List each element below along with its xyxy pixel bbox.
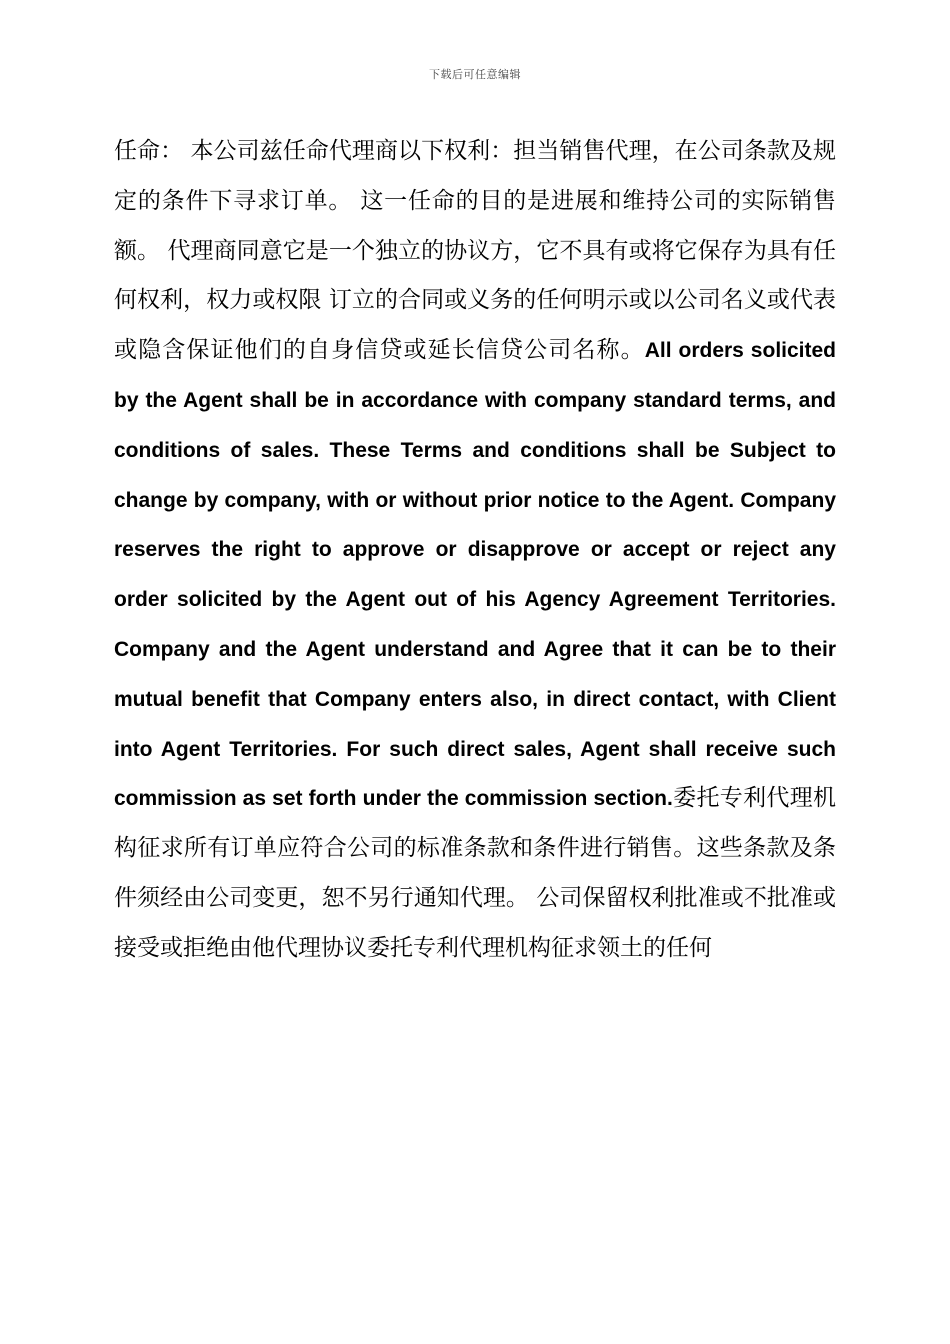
chinese-text-segment: 委托专利代理机构征求所有订单应符合公司的标准条款和条件进行销售。这些条款及条 件须经由公司变更，恕不另行通知代理。 公司保留权利批准或不批准或接受或拒绝由他代理协议委托专利代理机构征求领土的任何 (114, 785, 836, 961)
english-text-segment: All orders solicited by the Agent shall be in accordance with company standard terms, and conditions of sales. These Terms and conditions shall be Subject to change by company, with or without prior notice to the Agent. Company reserves the right to approve or disapprove or accept or reject any order solicited by the Agent out of his Agency Agreement Territories. Company and the Agent understand and Agree that it can be to their mutual benefit that Company enters also, in direct contact, with Client into Agent Territories. For such direct sales, Agent shall receive such commission as set forth under the commission section. (114, 339, 836, 811)
chinese-text-segment: 任命： 本公司兹任命代理商以下权利：担当销售代理，在公司条款及规定的条件下寻求订单。 这一任命的目的是进展和维持公司的实际销售额。 代理商同意它是一个独立的协议方，它不具有或将它保存为具有任何权利，权力或权限 订立的合同或义务的任何明示或以公司名义或代表或隐含保证他们的自身信贷或延长信贷公司名称。 (114, 138, 836, 364)
page-header: 下载后可任意编辑 (429, 68, 521, 81)
body-paragraph (114, 127, 836, 974)
